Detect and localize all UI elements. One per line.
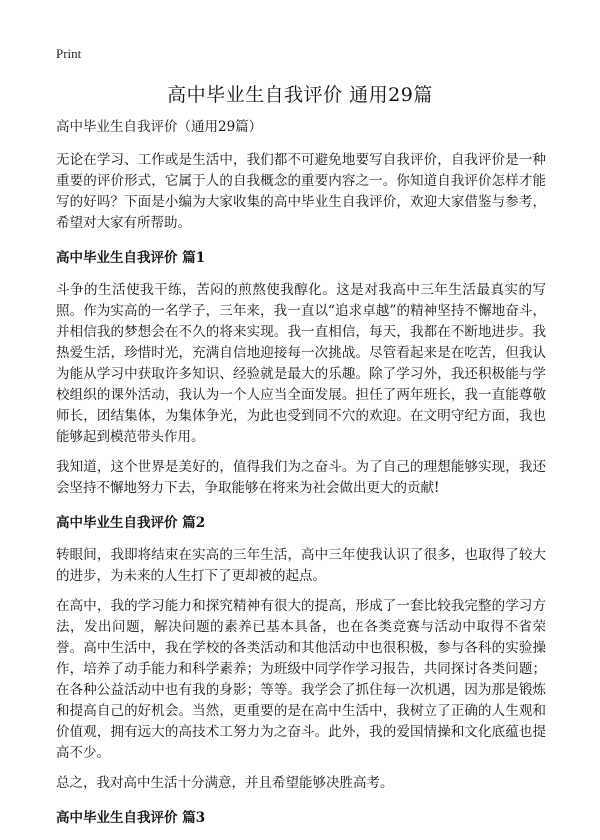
article-subtitle: 高中毕业生自我评价（通用29篇） bbox=[56, 119, 263, 135]
page-title: 高中毕业生自我评价 通用29篇 bbox=[167, 84, 433, 106]
section-heading-3: 高中毕业生自我评价 篇3 bbox=[56, 810, 206, 826]
section-heading-1: 高中毕业生自我评价 篇1 bbox=[56, 250, 206, 266]
section-2-paragraph: 转眼间，我即将结束在实高的三年生活，高中三年使我认识了很多，也取得了较大的进步，为未来的人生打下了更却被的起点。 bbox=[56, 547, 546, 584]
print-link[interactable]: Print bbox=[56, 46, 82, 61]
article-body bbox=[56, 117, 546, 840]
section-1-paragraph: 我知道，这个世界是美好的，值得我们为之奋斗。为了自己的理想能够实现，我还会坚持不懈地努力下去，争取能够在将来为社会做出更大的贡献! bbox=[56, 459, 546, 496]
section-heading-2: 高中毕业生自我评价 篇2 bbox=[56, 515, 206, 531]
section-2-paragraph: 总之，我对高中生活十分满意，并且希望能够决胜高考。 bbox=[56, 775, 394, 791]
section-2-paragraph: 在高中，我的学习能力和探究精神有很大的提高，形成了一套比较我完整的学习方法，发出问题，解决问题的素养已基本具备，也在各类竞赛与活动中取得不省荣誉。高中生活中，我在学校的各类活动和其他活动中也很积极，参与各科的实验操作，培养了动手能力和科学素养；为班级中同学作学习报告，共同探讨各类问题；在各种公益活动中也有我的身影；等等。我学会了抓住每一次机遇，因为那是锻炼和提高自己的好机会。当然，更重要的是在高中生活中，我树立了正确的人生观和价值观，拥有远大的高技术工努力为之奋斗。此外，我的爱国情操和文化底蕴也提高不少。 bbox=[56, 598, 546, 761]
intro-paragraph: 无论在学习、工作或是生活中，我们都不可避免地要写自我评价，自我评价是一种重要的评价形式，它属于人的自我概念的重要内容之一。你知道自我评价怎样才能写的好吗？下面是小编为大家收集的高中毕业生自我评价，欢迎大家借鉴与参考，希望对大家有所帮助。 bbox=[56, 152, 546, 231]
section-1-paragraph: 斗争的生活使我干练，苦闷的煎熬使我醇化。这是对我高中三年生活最真实的写照。作为实高的一名学子，三年来，我一直以“追求卓越”的精神坚持不懈地奋斗，并相信我的梦想会在不久的将来实现。我一直相信，每天，我都在不断地进步。我热爱生活，珍惜时光，充满自信地迎接每一次挑战。尽管看起来是在吃苦，但我认为能从学习中获取许多知识、经验就是最大的乐趣。除了学习外，我还积极能与学校组织的课外活动，我认为一个人应当全面发展。担任了两年班长，我一直能尊敬师长，团结集体，为集体争光，为此也受到同不穴的欢迎。在文明守纪方面，我也能够起到模范带头作用。 bbox=[56, 282, 546, 445]
